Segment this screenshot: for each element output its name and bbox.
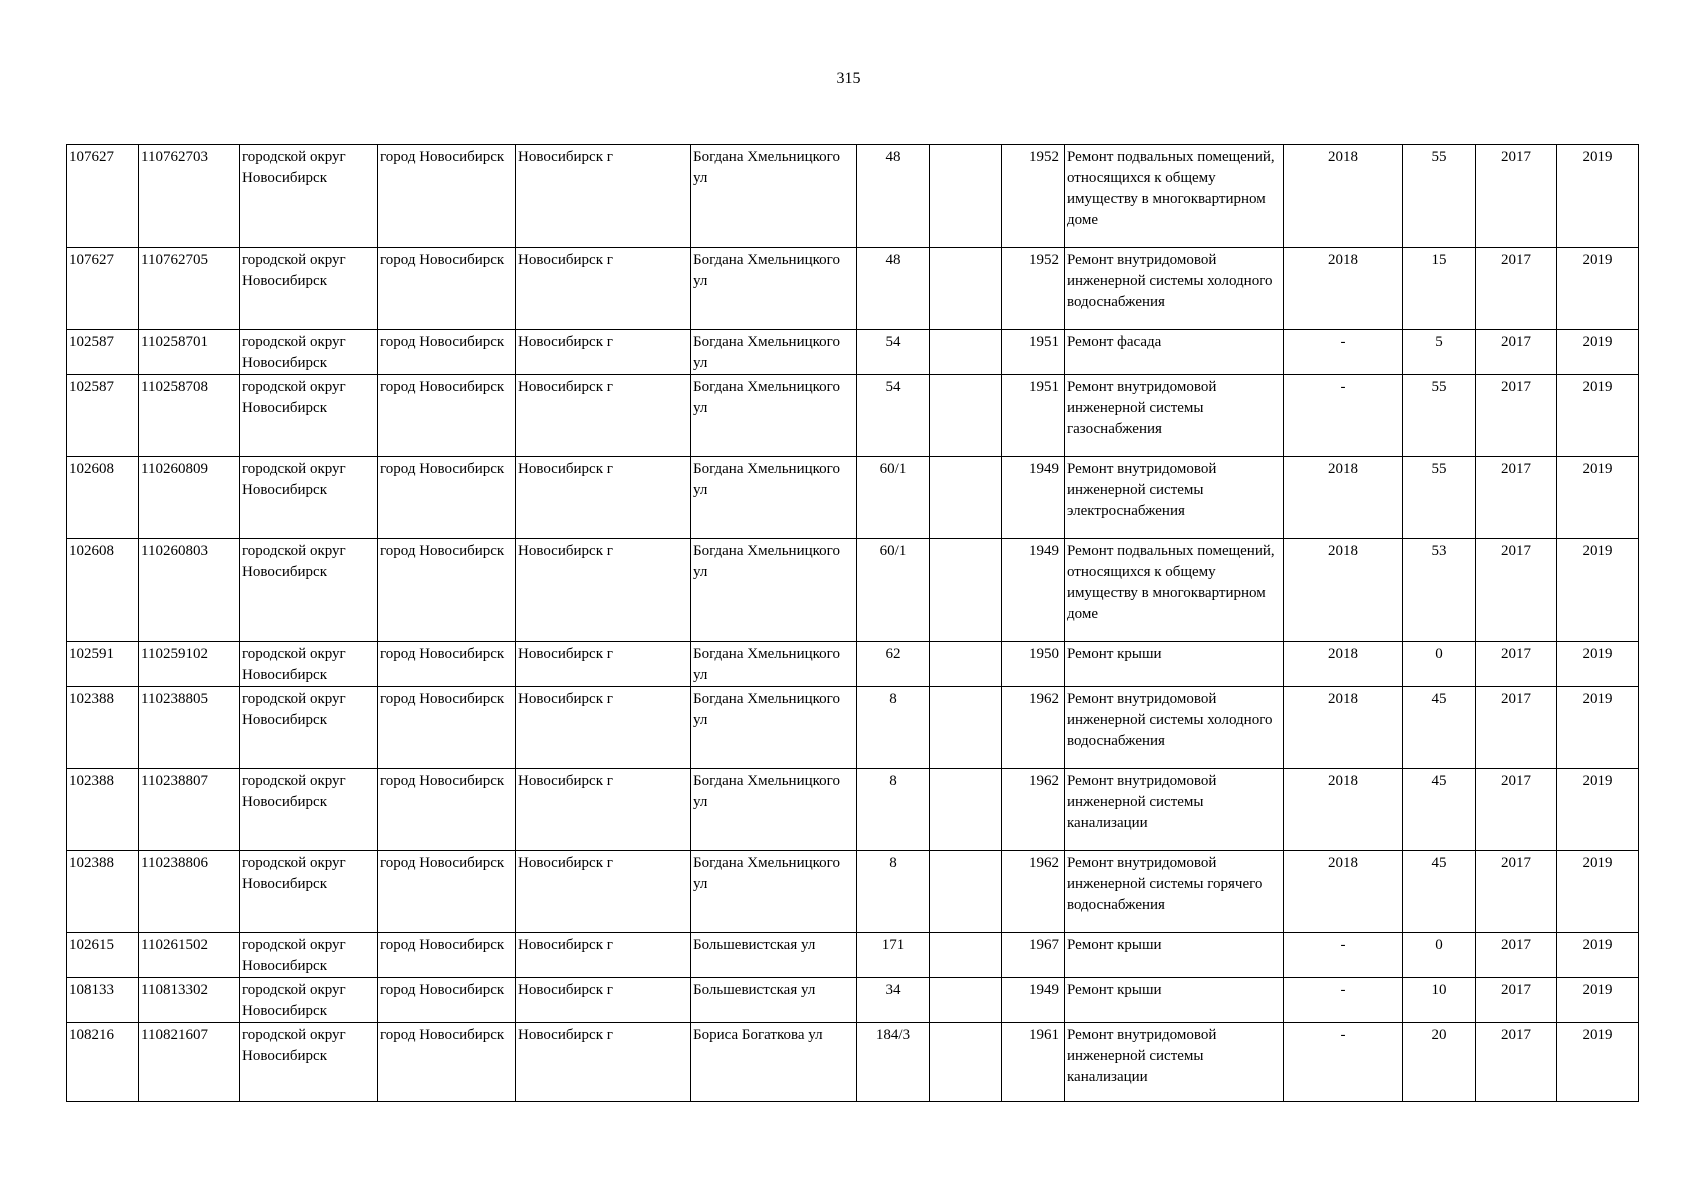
cell-last-repair-year: - (1284, 1023, 1403, 1102)
cell-house-id: 102388 (67, 687, 139, 769)
cell-work-id: 110261502 (139, 933, 240, 978)
cell-work-type: Ремонт подвальных помещений, относящихся к общему имуществу в многоквартирном доме (1065, 539, 1284, 642)
table-body (67, 145, 1639, 1102)
cell-period-start: 2017 (1476, 248, 1557, 330)
cell-building-number (930, 457, 1002, 539)
cell-period-end: 2019 (1557, 769, 1639, 851)
cell-period-start: 2017 (1476, 145, 1557, 248)
cell-municipal-district: городской округ Новосибирск (240, 375, 378, 457)
cell-house-id: 102608 (67, 457, 139, 539)
cell-period-end: 2019 (1557, 978, 1639, 1023)
cell-house-number: 60/1 (857, 539, 930, 642)
cell-period-end: 2019 (1557, 145, 1639, 248)
cell-work-id: 110238806 (139, 851, 240, 933)
cell-year-built: 1962 (1002, 687, 1065, 769)
cell-year-built: 1961 (1002, 1023, 1065, 1102)
cell-municipal-district: городской округ Новосибирск (240, 851, 378, 933)
cell-period-start: 2017 (1476, 1023, 1557, 1102)
cell-last-repair-year: 2018 (1284, 145, 1403, 248)
cell-building-number (930, 642, 1002, 687)
cell-locality: Новосибирск г (516, 330, 691, 375)
cell-settlement: город Новосибирск (378, 769, 516, 851)
cell-wear-percent: 55 (1403, 457, 1476, 539)
cell-period-end: 2019 (1557, 539, 1639, 642)
cell-house-id: 102388 (67, 851, 139, 933)
cell-work-id: 110259102 (139, 642, 240, 687)
table-row (67, 330, 1639, 375)
cell-work-id: 110762705 (139, 248, 240, 330)
cell-street: Богдана Хмельницкого ул (691, 687, 857, 769)
table-row (67, 687, 1639, 769)
cell-building-number (930, 330, 1002, 375)
cell-period-start: 2017 (1476, 457, 1557, 539)
cell-period-end: 2019 (1557, 457, 1639, 539)
cell-locality: Новосибирск г (516, 978, 691, 1023)
cell-locality: Новосибирск г (516, 539, 691, 642)
cell-last-repair-year: 2018 (1284, 687, 1403, 769)
cell-year-built: 1967 (1002, 933, 1065, 978)
cell-year-built: 1951 (1002, 375, 1065, 457)
cell-house-number: 8 (857, 687, 930, 769)
cell-locality: Новосибирск г (516, 145, 691, 248)
cell-locality: Новосибирск г (516, 248, 691, 330)
cell-work-type: Ремонт внутридомовой инженерной системы канализации (1065, 1023, 1284, 1102)
cell-house-number: 62 (857, 642, 930, 687)
cell-wear-percent: 10 (1403, 978, 1476, 1023)
cell-work-type: Ремонт внутридомовой инженерной системы газоснабжения (1065, 375, 1284, 457)
cell-period-start: 2017 (1476, 769, 1557, 851)
repair-schedule-table (66, 144, 1639, 1102)
cell-settlement: город Новосибирск (378, 145, 516, 248)
cell-work-type: Ремонт крыши (1065, 978, 1284, 1023)
cell-building-number (930, 145, 1002, 248)
cell-house-number: 48 (857, 145, 930, 248)
cell-wear-percent: 15 (1403, 248, 1476, 330)
cell-period-end: 2019 (1557, 642, 1639, 687)
cell-building-number (930, 769, 1002, 851)
cell-street: Богдана Хмельницкого ул (691, 457, 857, 539)
cell-house-number: 8 (857, 769, 930, 851)
cell-wear-percent: 20 (1403, 1023, 1476, 1102)
cell-settlement: город Новосибирск (378, 1023, 516, 1102)
cell-locality: Новосибирск г (516, 642, 691, 687)
cell-street: Богдана Хмельницкого ул (691, 145, 857, 248)
cell-building-number (930, 978, 1002, 1023)
cell-last-repair-year: 2018 (1284, 851, 1403, 933)
cell-locality: Новосибирск г (516, 851, 691, 933)
cell-house-id: 102608 (67, 539, 139, 642)
cell-building-number (930, 933, 1002, 978)
cell-last-repair-year: - (1284, 933, 1403, 978)
cell-municipal-district: городской округ Новосибирск (240, 642, 378, 687)
cell-municipal-district: городской округ Новосибирск (240, 248, 378, 330)
cell-locality: Новосибирск г (516, 933, 691, 978)
table-row (67, 769, 1639, 851)
cell-period-end: 2019 (1557, 687, 1639, 769)
cell-work-type: Ремонт внутридомовой инженерной системы канализации (1065, 769, 1284, 851)
cell-wear-percent: 0 (1403, 933, 1476, 978)
cell-house-number: 34 (857, 978, 930, 1023)
cell-period-end: 2019 (1557, 375, 1639, 457)
cell-work-type: Ремонт внутридомовой инженерной системы холодного водоснабжения (1065, 687, 1284, 769)
cell-municipal-district: городской округ Новосибирск (240, 539, 378, 642)
cell-work-type: Ремонт крыши (1065, 933, 1284, 978)
cell-work-id: 110260809 (139, 457, 240, 539)
cell-year-built: 1949 (1002, 457, 1065, 539)
cell-settlement: город Новосибирск (378, 330, 516, 375)
cell-settlement: город Новосибирск (378, 457, 516, 539)
cell-municipal-district: городской округ Новосибирск (240, 978, 378, 1023)
table-row (67, 1023, 1639, 1102)
cell-last-repair-year: - (1284, 375, 1403, 457)
cell-work-type: Ремонт внутридомовой инженерной системы электроснабжения (1065, 457, 1284, 539)
cell-year-built: 1952 (1002, 145, 1065, 248)
cell-locality: Новосибирск г (516, 687, 691, 769)
cell-house-number: 8 (857, 851, 930, 933)
cell-period-end: 2019 (1557, 933, 1639, 978)
cell-year-built: 1962 (1002, 851, 1065, 933)
cell-street: Богдана Хмельницкого ул (691, 375, 857, 457)
cell-municipal-district: городской округ Новосибирск (240, 933, 378, 978)
cell-work-type: Ремонт фасада (1065, 330, 1284, 375)
cell-house-id: 102591 (67, 642, 139, 687)
cell-settlement: город Новосибирск (378, 375, 516, 457)
cell-house-id: 108216 (67, 1023, 139, 1102)
cell-year-built: 1949 (1002, 978, 1065, 1023)
cell-period-end: 2019 (1557, 1023, 1639, 1102)
cell-municipal-district: городской округ Новосибирск (240, 457, 378, 539)
cell-work-id: 110258701 (139, 330, 240, 375)
cell-house-id: 102587 (67, 375, 139, 457)
cell-wear-percent: 53 (1403, 539, 1476, 642)
cell-wear-percent: 5 (1403, 330, 1476, 375)
cell-year-built: 1952 (1002, 248, 1065, 330)
table-row (67, 642, 1639, 687)
table-row (67, 933, 1639, 978)
cell-period-end: 2019 (1557, 248, 1639, 330)
cell-wear-percent: 45 (1403, 851, 1476, 933)
cell-year-built: 1949 (1002, 539, 1065, 642)
cell-work-id: 110238805 (139, 687, 240, 769)
cell-house-id: 102587 (67, 330, 139, 375)
cell-work-id: 110762703 (139, 145, 240, 248)
cell-street: Большевистская ул (691, 933, 857, 978)
cell-street: Большевистская ул (691, 978, 857, 1023)
cell-work-type: Ремонт подвальных помещений, относящихся к общему имуществу в многоквартирном доме (1065, 145, 1284, 248)
cell-settlement: город Новосибирск (378, 248, 516, 330)
cell-house-number: 171 (857, 933, 930, 978)
table-row (67, 851, 1639, 933)
cell-year-built: 1962 (1002, 769, 1065, 851)
cell-house-number: 48 (857, 248, 930, 330)
cell-street: Богдана Хмельницкого ул (691, 539, 857, 642)
cell-house-number: 184/3 (857, 1023, 930, 1102)
cell-period-start: 2017 (1476, 539, 1557, 642)
cell-municipal-district: городской округ Новосибирск (240, 687, 378, 769)
cell-street: Богдана Хмельницкого ул (691, 248, 857, 330)
cell-last-repair-year: 2018 (1284, 248, 1403, 330)
cell-last-repair-year: 2018 (1284, 539, 1403, 642)
cell-street: Богдана Хмельницкого ул (691, 330, 857, 375)
cell-wear-percent: 55 (1403, 145, 1476, 248)
cell-last-repair-year: 2018 (1284, 769, 1403, 851)
cell-street: Богдана Хмельницкого ул (691, 642, 857, 687)
cell-last-repair-year: - (1284, 978, 1403, 1023)
cell-work-id: 110813302 (139, 978, 240, 1023)
table-row (67, 248, 1639, 330)
cell-house-id: 107627 (67, 145, 139, 248)
cell-settlement: город Новосибирск (378, 642, 516, 687)
table-row (67, 457, 1639, 539)
cell-settlement: город Новосибирск (378, 978, 516, 1023)
cell-house-id: 102615 (67, 933, 139, 978)
cell-period-start: 2017 (1476, 933, 1557, 978)
cell-settlement: город Новосибирск (378, 687, 516, 769)
cell-house-id: 108133 (67, 978, 139, 1023)
cell-work-type: Ремонт внутридомовой инженерной системы горячего водоснабжения (1065, 851, 1284, 933)
cell-municipal-district: городской округ Новосибирск (240, 769, 378, 851)
cell-building-number (930, 1023, 1002, 1102)
cell-work-type: Ремонт внутридомовой инженерной системы холодного водоснабжения (1065, 248, 1284, 330)
cell-period-start: 2017 (1476, 978, 1557, 1023)
cell-period-end: 2019 (1557, 851, 1639, 933)
cell-building-number (930, 375, 1002, 457)
cell-building-number (930, 248, 1002, 330)
cell-settlement: город Новосибирск (378, 539, 516, 642)
cell-wear-percent: 0 (1403, 642, 1476, 687)
cell-house-number: 60/1 (857, 457, 930, 539)
table-row (67, 375, 1639, 457)
page-number: 315 (836, 70, 861, 87)
cell-house-number: 54 (857, 375, 930, 457)
cell-locality: Новосибирск г (516, 457, 691, 539)
cell-period-end: 2019 (1557, 330, 1639, 375)
cell-house-number: 54 (857, 330, 930, 375)
cell-building-number (930, 687, 1002, 769)
cell-building-number (930, 539, 1002, 642)
cell-last-repair-year: 2018 (1284, 457, 1403, 539)
cell-period-start: 2017 (1476, 375, 1557, 457)
table-row (67, 539, 1639, 642)
cell-street: Богдана Хмельницкого ул (691, 851, 857, 933)
cell-period-start: 2017 (1476, 330, 1557, 375)
cell-locality: Новосибирск г (516, 1023, 691, 1102)
cell-street: Бориса Богаткова ул (691, 1023, 857, 1102)
cell-period-start: 2017 (1476, 851, 1557, 933)
cell-street: Богдана Хмельницкого ул (691, 769, 857, 851)
cell-building-number (930, 851, 1002, 933)
cell-municipal-district: городской округ Новосибирск (240, 145, 378, 248)
cell-last-repair-year: 2018 (1284, 642, 1403, 687)
cell-settlement: город Новосибирск (378, 851, 516, 933)
cell-work-type: Ремонт крыши (1065, 642, 1284, 687)
cell-wear-percent: 45 (1403, 687, 1476, 769)
cell-year-built: 1951 (1002, 330, 1065, 375)
table-row (67, 978, 1639, 1023)
cell-work-id: 110260803 (139, 539, 240, 642)
cell-last-repair-year: - (1284, 330, 1403, 375)
cell-work-id: 110821607 (139, 1023, 240, 1102)
cell-year-built: 1950 (1002, 642, 1065, 687)
cell-wear-percent: 45 (1403, 769, 1476, 851)
cell-wear-percent: 55 (1403, 375, 1476, 457)
cell-house-id: 107627 (67, 248, 139, 330)
cell-municipal-district: городской округ Новосибирск (240, 1023, 378, 1102)
cell-period-start: 2017 (1476, 642, 1557, 687)
cell-locality: Новосибирск г (516, 375, 691, 457)
cell-work-id: 110258708 (139, 375, 240, 457)
cell-municipal-district: городской округ Новосибирск (240, 330, 378, 375)
table-row (67, 145, 1639, 248)
cell-house-id: 102388 (67, 769, 139, 851)
cell-locality: Новосибирск г (516, 769, 691, 851)
cell-work-id: 110238807 (139, 769, 240, 851)
cell-settlement: город Новосибирск (378, 933, 516, 978)
cell-period-start: 2017 (1476, 687, 1557, 769)
